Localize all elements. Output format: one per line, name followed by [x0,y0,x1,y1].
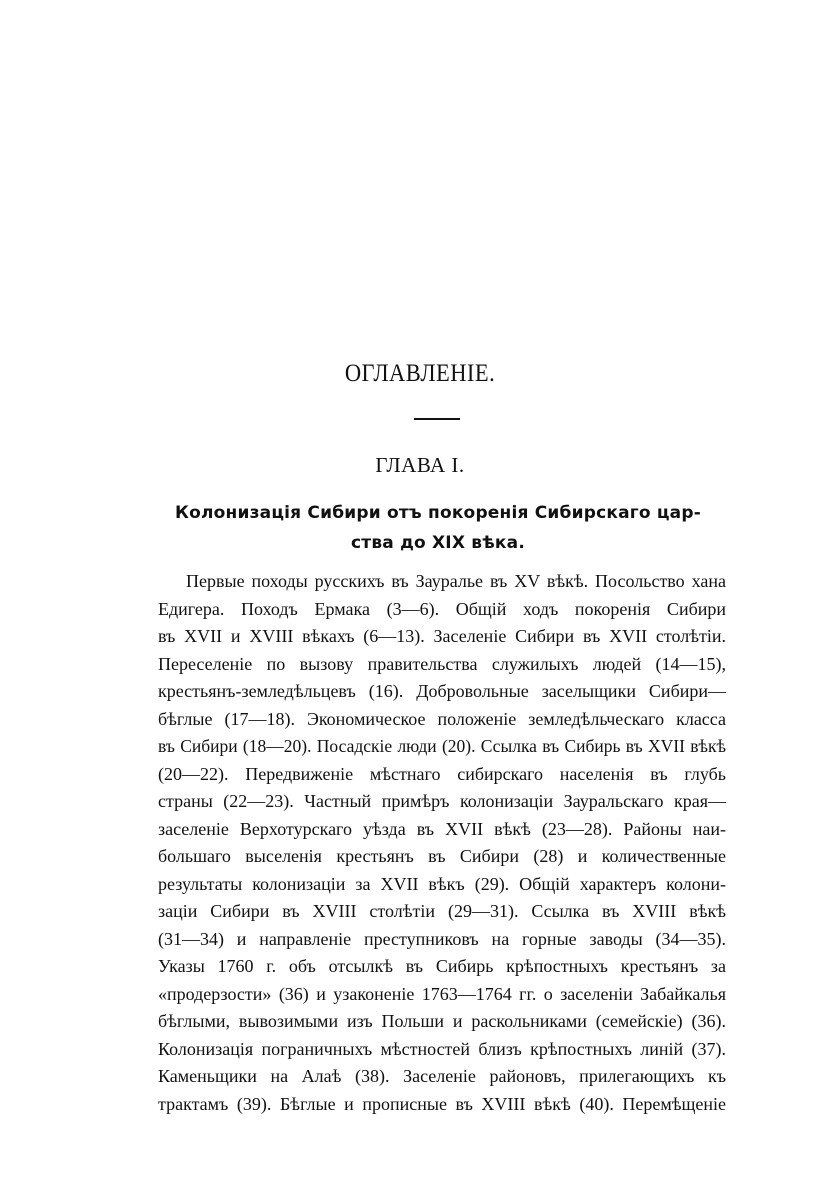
page-title: ОГЛАВЛЕНІЕ. [344,360,496,387]
text-line: Едигера. Походъ Ермака (3—6). Общій ходъ покоренія Сибири [158,598,726,619]
subtitle-line: Колонизація Сибири отъ покоренія Сибирскаго цар- [175,503,701,523]
text-line: бѣглые (17—18). Экономическое положеніе земледѣльческаго класса [158,708,726,729]
chapter-contents [158,568,726,1118]
title-divider [414,418,460,420]
text-line: трактамъ (39). Бѣглые и прописные въ XVIII вѣкѣ (40). Перемѣщеніе [158,1093,726,1114]
text-line: заціи Сибири въ XVIII столѣтіи (29—31). Ссылка въ XVIII вѣкѣ [158,901,726,921]
text-line: Первые походы русскихъ въ Зауралье въ XV вѣкѣ. Посольство хана [186,571,726,591]
text-line: Колонизація пограничныхъ мѣстностей близъ крѣпостныхъ линій (37). [158,1038,726,1059]
text-line: (31—34) и направленіе преступниковъ на горные заводы (34—35). [158,928,726,949]
text-line: въ XVII и XVIII вѣкахъ (6—13). Заселеніе Сибири въ XVII столѣтіи. [158,626,726,646]
text-line: (20—22). Передвиженіе мѣстнаго сибирскаго населенія въ глубь [158,763,726,784]
text-line: крестьянъ-земледѣльцевъ (16). Добровольные заселыщики Сибири— [158,681,726,701]
text-line: бѣглыми, вывозимыми изъ Польши и раскольниками (семейскіе) (36). [158,1011,726,1031]
text-line: Переселеніе по вызову правительства служилыхъ людей (14—15), [158,653,726,674]
text-line: страны (22—23). Частный примѣръ колонизаціи Зауральскаго края— [158,791,726,811]
chapter-subtitle [150,498,726,558]
subtitle-line: ства до XIX вѣка. [351,533,525,553]
text-line: большаго выселенія крестьянъ въ Сибири (28) и количественные [158,846,726,866]
text-line: результаты колонизаціи за XVII вѣкъ (29). Общій характеръ колони- [158,873,726,894]
text-line: въ Сибири (18—20). Посадскіе люди (20). Ссылка въ Сибирь въ XVII вѣкѣ [158,736,726,756]
chapter-heading: ГЛАВА I. [375,453,465,477]
text-line: «продерзости» (36) и узаконеніе 1763—1764 гг. о заселеніи Забайкалья [158,983,726,1004]
text-line: Каменьщики на Алаѣ (38). Заселеніе районовъ, прилегающихъ къ [158,1066,726,1086]
text-line: заселеніе Верхотурскаго уѣзда въ XVII вѣкѣ (23—28). Районы наи- [158,818,726,839]
text-line: Указы 1760 г. объ отсылкѣ въ Сибирь крѣпостныхъ крестьянъ за [158,956,726,976]
